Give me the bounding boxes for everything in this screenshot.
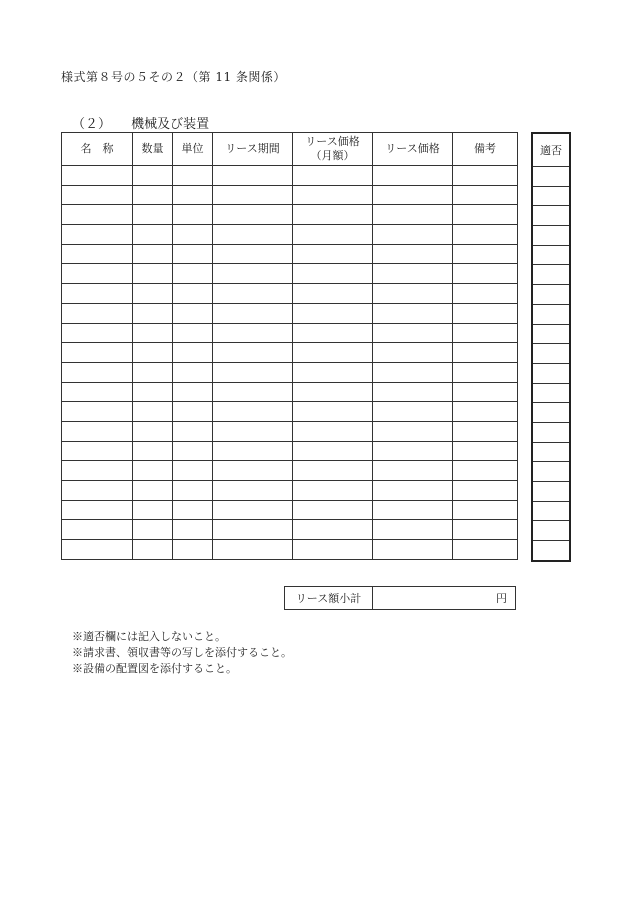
table-cell[interactable] [293,244,373,264]
header-name: 名 称 [62,133,133,166]
table-cell[interactable] [453,540,518,560]
table-cell[interactable] [213,225,293,245]
table-cell[interactable] [62,441,133,461]
note-item: ※設備の配置図を添付すること。 [72,662,237,675]
header-monthly-price-line1: リース価格 [305,135,360,148]
table-cell[interactable] [453,284,518,304]
check-cell [532,442,570,462]
header-monthly-price [293,133,373,166]
table-cell[interactable] [453,382,518,402]
table-cell[interactable] [173,264,213,284]
table-cell[interactable] [293,343,373,363]
table-cell[interactable] [213,264,293,284]
table-header-row [62,133,518,166]
table-cell[interactable] [213,382,293,402]
table-cell[interactable] [293,382,373,402]
table-cell[interactable] [173,166,213,186]
check-row [532,206,570,226]
check-row [532,344,570,364]
table-cell[interactable] [293,264,373,284]
form-id: 様式第８号の５その２（第 11 条関係） [61,70,286,84]
table-cell[interactable] [293,520,373,540]
table-cell[interactable] [373,303,453,323]
table-cell[interactable] [173,362,213,382]
check-cell [532,265,570,285]
table-cell[interactable] [62,323,133,343]
table-row [62,540,518,560]
check-row [532,186,570,206]
check-cell [532,186,570,206]
equipment-table-body [62,166,518,560]
check-cell [532,245,570,265]
table-cell[interactable] [213,481,293,501]
table-cell[interactable] [173,520,213,540]
table-cell[interactable] [133,421,173,441]
check-row [532,442,570,462]
table-cell[interactable] [453,362,518,382]
check-cell [532,226,570,246]
table-cell[interactable] [213,166,293,186]
table-cell[interactable] [293,540,373,560]
check-row [532,167,570,187]
table-row [62,225,518,245]
table-row [62,461,518,481]
table-row [62,185,518,205]
table-cell[interactable] [62,402,133,422]
table-cell[interactable] [173,481,213,501]
table-cell[interactable] [453,244,518,264]
table-row [62,264,518,284]
table-cell[interactable] [62,540,133,560]
table-row [62,402,518,422]
check-cell [532,167,570,187]
table-cell[interactable] [373,540,453,560]
table-cell[interactable] [173,225,213,245]
check-cell [532,403,570,423]
table-cell[interactable] [453,481,518,501]
table-row [62,421,518,441]
check-table-body [532,167,570,561]
table-cell[interactable] [133,500,173,520]
table-cell[interactable] [62,244,133,264]
table-row [62,520,518,540]
table-cell[interactable] [453,343,518,363]
table-cell[interactable] [62,481,133,501]
check-cell [532,285,570,305]
table-row [62,362,518,382]
table-cell[interactable] [453,323,518,343]
table-cell[interactable] [373,166,453,186]
table-cell[interactable] [62,205,133,225]
table-cell[interactable] [373,323,453,343]
table-cell[interactable] [293,323,373,343]
header-remarks: 備考 [453,133,518,166]
table-cell[interactable] [133,343,173,363]
table-cell[interactable] [453,303,518,323]
table-cell[interactable] [293,205,373,225]
check-row [532,501,570,521]
check-row [532,245,570,265]
table-cell[interactable] [173,323,213,343]
table-row [62,284,518,304]
table-cell[interactable] [213,303,293,323]
check-cell [532,344,570,364]
check-row [532,521,570,541]
table-cell[interactable] [453,185,518,205]
check-cell [532,501,570,521]
table-cell[interactable] [173,500,213,520]
check-cell [532,363,570,383]
equipment-table [61,132,518,560]
table-row [62,244,518,264]
table-cell[interactable] [62,421,133,441]
table-cell[interactable] [453,461,518,481]
table-cell[interactable] [133,303,173,323]
table-cell[interactable] [453,402,518,422]
check-row [532,541,570,561]
table-cell[interactable] [133,166,173,186]
table-cell[interactable] [373,382,453,402]
subtotal-row [285,587,516,610]
header-lease-period: リース期間 [213,133,293,166]
check-cell [532,206,570,226]
table-cell[interactable] [453,166,518,186]
table-cell[interactable] [173,303,213,323]
subtotal-value[interactable] [373,587,516,610]
table-cell[interactable] [293,500,373,520]
table-cell[interactable] [62,185,133,205]
table-cell[interactable] [173,402,213,422]
table-cell[interactable] [213,205,293,225]
check-cell [532,482,570,502]
table-cell[interactable] [293,481,373,501]
check-row [532,285,570,305]
table-cell[interactable] [213,421,293,441]
check-cell [532,462,570,482]
table-cell[interactable] [213,244,293,264]
table-cell[interactable] [173,540,213,560]
table-cell[interactable] [453,520,518,540]
table-row [62,500,518,520]
table-row [62,323,518,343]
table-row [62,441,518,461]
table-cell[interactable] [373,500,453,520]
table-cell[interactable] [133,382,173,402]
table-cell[interactable] [173,284,213,304]
table-cell[interactable] [133,520,173,540]
check-row [532,462,570,482]
check-cell [532,304,570,324]
table-cell[interactable] [133,264,173,284]
table-cell[interactable] [293,284,373,304]
check-row [532,363,570,383]
table-cell[interactable] [373,362,453,382]
table-cell[interactable] [133,284,173,304]
table-cell[interactable] [62,225,133,245]
table-cell[interactable] [373,205,453,225]
header-quantity: 数量 [133,133,173,166]
table-cell[interactable] [373,520,453,540]
table-cell[interactable] [173,421,213,441]
check-row [532,482,570,502]
note-item: ※請求書、領収書等の写しを添付すること。 [72,646,292,659]
subtotal-table [284,586,516,610]
subtotal-unit: 円 [496,592,507,605]
table-cell[interactable] [293,185,373,205]
check-row [532,422,570,442]
table-row [62,481,518,501]
header-monthly-price-line2: （月額） [310,149,355,162]
table-cell[interactable] [62,362,133,382]
table-cell[interactable] [293,421,373,441]
table-cell[interactable] [373,284,453,304]
table-cell[interactable] [293,303,373,323]
header-unit: 単位 [173,133,213,166]
table-cell[interactable] [62,264,133,284]
table-cell[interactable] [213,402,293,422]
table-cell[interactable] [173,185,213,205]
table-cell[interactable] [293,166,373,186]
table-cell[interactable] [373,402,453,422]
table-cell[interactable] [133,185,173,205]
table-cell[interactable] [373,461,453,481]
table-cell[interactable] [213,185,293,205]
table-cell[interactable] [133,362,173,382]
check-cell [532,324,570,344]
section-number: （２） [72,117,112,132]
check-row [532,265,570,285]
table-cell[interactable] [453,264,518,284]
check-table [531,132,571,562]
check-row [532,226,570,246]
table-cell[interactable] [213,500,293,520]
table-cell[interactable] [213,362,293,382]
table-cell[interactable] [173,461,213,481]
table-cell[interactable] [62,382,133,402]
table-cell[interactable] [213,323,293,343]
check-cell [532,541,570,561]
check-row [532,403,570,423]
table-cell[interactable] [62,284,133,304]
table-cell[interactable] [133,244,173,264]
table-cell[interactable] [373,343,453,363]
table-cell[interactable] [133,441,173,461]
table-cell[interactable] [62,500,133,520]
section-heading [72,113,209,132]
table-cell[interactable] [173,382,213,402]
check-header-row [532,133,570,167]
table-row [62,303,518,323]
check-row [532,383,570,403]
table-cell[interactable] [373,481,453,501]
table-cell[interactable] [373,441,453,461]
section-title: 機械及び装置 [131,117,210,132]
table-cell[interactable] [173,244,213,264]
table-cell[interactable] [373,264,453,284]
table-cell[interactable] [293,441,373,461]
table-cell[interactable] [133,225,173,245]
subtotal-label: リース額小計 [285,587,373,610]
table-row [62,343,518,363]
table-row [62,382,518,402]
table-cell[interactable] [373,185,453,205]
table-cell[interactable] [62,166,133,186]
table-cell[interactable] [173,441,213,461]
table-cell[interactable] [133,481,173,501]
table-cell[interactable] [213,343,293,363]
table-cell[interactable] [453,441,518,461]
check-cell [532,521,570,541]
table-cell[interactable] [213,461,293,481]
table-cell[interactable] [293,402,373,422]
table-cell[interactable] [293,461,373,481]
table-cell[interactable] [453,421,518,441]
table-cell[interactable] [213,441,293,461]
table-cell[interactable] [133,540,173,560]
header-lease-price: リース価格 [373,133,453,166]
check-cell [532,422,570,442]
check-row [532,324,570,344]
table-row [62,205,518,225]
note-item: ※適否欄には記入しないこと。 [72,630,226,643]
table-cell[interactable] [62,343,133,363]
table-cell[interactable] [213,520,293,540]
table-cell[interactable] [133,461,173,481]
table-cell[interactable] [453,225,518,245]
table-cell[interactable] [62,461,133,481]
table-cell[interactable] [133,205,173,225]
table-row [62,166,518,186]
table-cell[interactable] [62,303,133,323]
table-cell[interactable] [213,284,293,304]
table-cell[interactable] [62,520,133,540]
table-cell[interactable] [373,244,453,264]
table-cell[interactable] [293,225,373,245]
table-cell[interactable] [173,343,213,363]
table-cell[interactable] [133,323,173,343]
table-cell[interactable] [453,205,518,225]
table-cell[interactable] [173,205,213,225]
check-cell [532,383,570,403]
table-cell[interactable] [133,402,173,422]
table-cell[interactable] [373,225,453,245]
notes [72,629,292,677]
table-cell[interactable] [453,500,518,520]
table-cell[interactable] [293,362,373,382]
check-row [532,304,570,324]
header-check: 適否 [532,133,570,167]
table-cell[interactable] [213,540,293,560]
table-cell[interactable] [373,421,453,441]
